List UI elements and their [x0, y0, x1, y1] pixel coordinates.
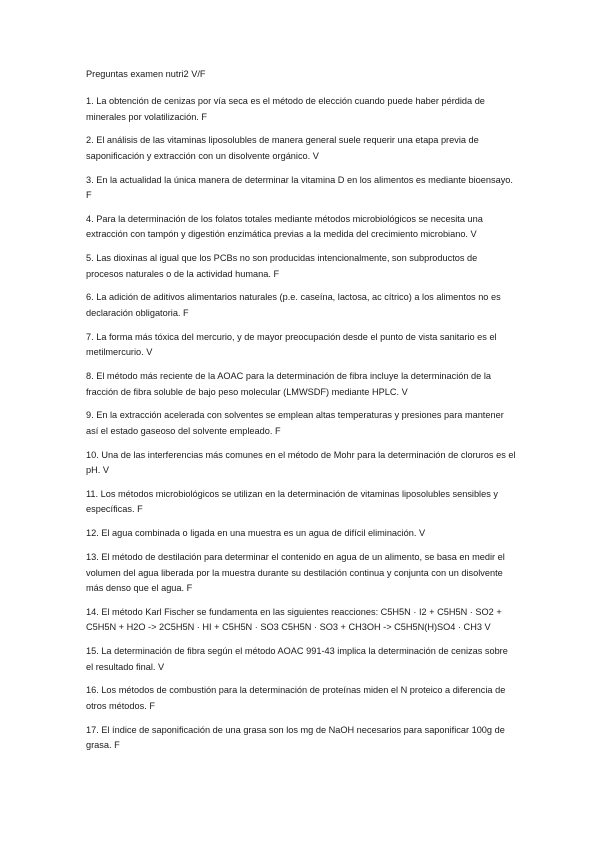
- question-7: 7. La forma más tóxica del mercurio, y de mayor preocupación desde el punto de vista sanitario es el metilmercurio. V: [86, 331, 497, 358]
- question-9: 9. En la extracción acelerada con solventes se emplean altas temperaturas y presiones para mantener así el estado gaseoso del solvente empleado. F: [86, 410, 504, 436]
- question-1: 1. La obtención de cenizas por vía seca es el método de elección cuando puede haber pérdida de minerales por volatilización. F: [86, 96, 485, 122]
- question-3: 3. En la actualidad la única manera de determinar la vitamina D en los alimentos es mediante bioensayo. F: [86, 174, 513, 201]
- question-17: 17. El índice de saponificación de una grasa son los mg de NaOH necesarios para saponificar 100g de grasa. F: [86, 724, 505, 751]
- document-title: Preguntas examen nutri2 V/F: [86, 69, 206, 79]
- question-8: 8. El método más reciente de la AOAC para la determinación de fibra incluye la determinación de la fracción de fibra soluble de bajo peso molecular (LMWSDF) mediante HPLC. V: [86, 371, 491, 397]
- question-13: 13. El método de destilación para determinar el contenido en agua de un alimento, se basa en medir el volumen del agua liberada por la muestra durante su destilación continua y conjunta con un disolvente más denso que el agua. F: [86, 552, 505, 594]
- question-16: 16. Los métodos de combustión para la determinación de proteínas miden el N proteico a diferencia de otros métodos. F: [86, 685, 506, 711]
- question-15: 15. La determinación de fibra según el método AOAC 991-43 implica la determinación de cenizas sobre el resultado final. V: [86, 646, 508, 672]
- question-12: 12. El agua combinada o ligada en una muestra es un agua de difícil eliminación. V: [86, 528, 426, 539]
- question-list: [86, 94, 516, 754]
- question-11: 11. Los métodos microbiológicos se utilizan en la determinación de vitaminas liposolubles sensibles y específicas. F: [86, 488, 498, 515]
- question-5: 5. Las dioxinas al igual que los PCBs no son producidas intencionalmente, son subproductos de procesos naturales o de la actividad humana. F: [86, 253, 478, 279]
- question-10: 10. Una de las interferencias más comunes en el método de Mohr para la determinación de cloruros es el pH. V: [86, 449, 516, 476]
- document-page: [86, 68, 516, 762]
- question-4: 4. Para la determinación de los folatos totales mediante métodos microbiológicos se necesita una extracción con tampón y digestión enzimática previas a la medida del crecimiento microbiano. V: [86, 213, 483, 240]
- question-6: 6. La adición de aditivos alimentarios naturales (p.e. caseína, lactosa, ac cítrico) a los alimentos no es declaración obligatoria. F: [86, 292, 501, 318]
- question-14: 14. El método Karl Fischer se fundamenta en las siguientes reacciones: C5H5N · I2 + C5H5N · SO2 + C5H5N + H2O -> 2C5H5N · HI + C5H5N · SO3 C5H5N · SO3 + CH3OH -> C5H5N(H)SO4 · CH3 V: [86, 606, 502, 633]
- question-2: 2. El análisis de las vitaminas liposolubles de manera general suele requerir una etapa previa de saponificación y extracción con un disolvente orgánico. V: [86, 135, 479, 161]
